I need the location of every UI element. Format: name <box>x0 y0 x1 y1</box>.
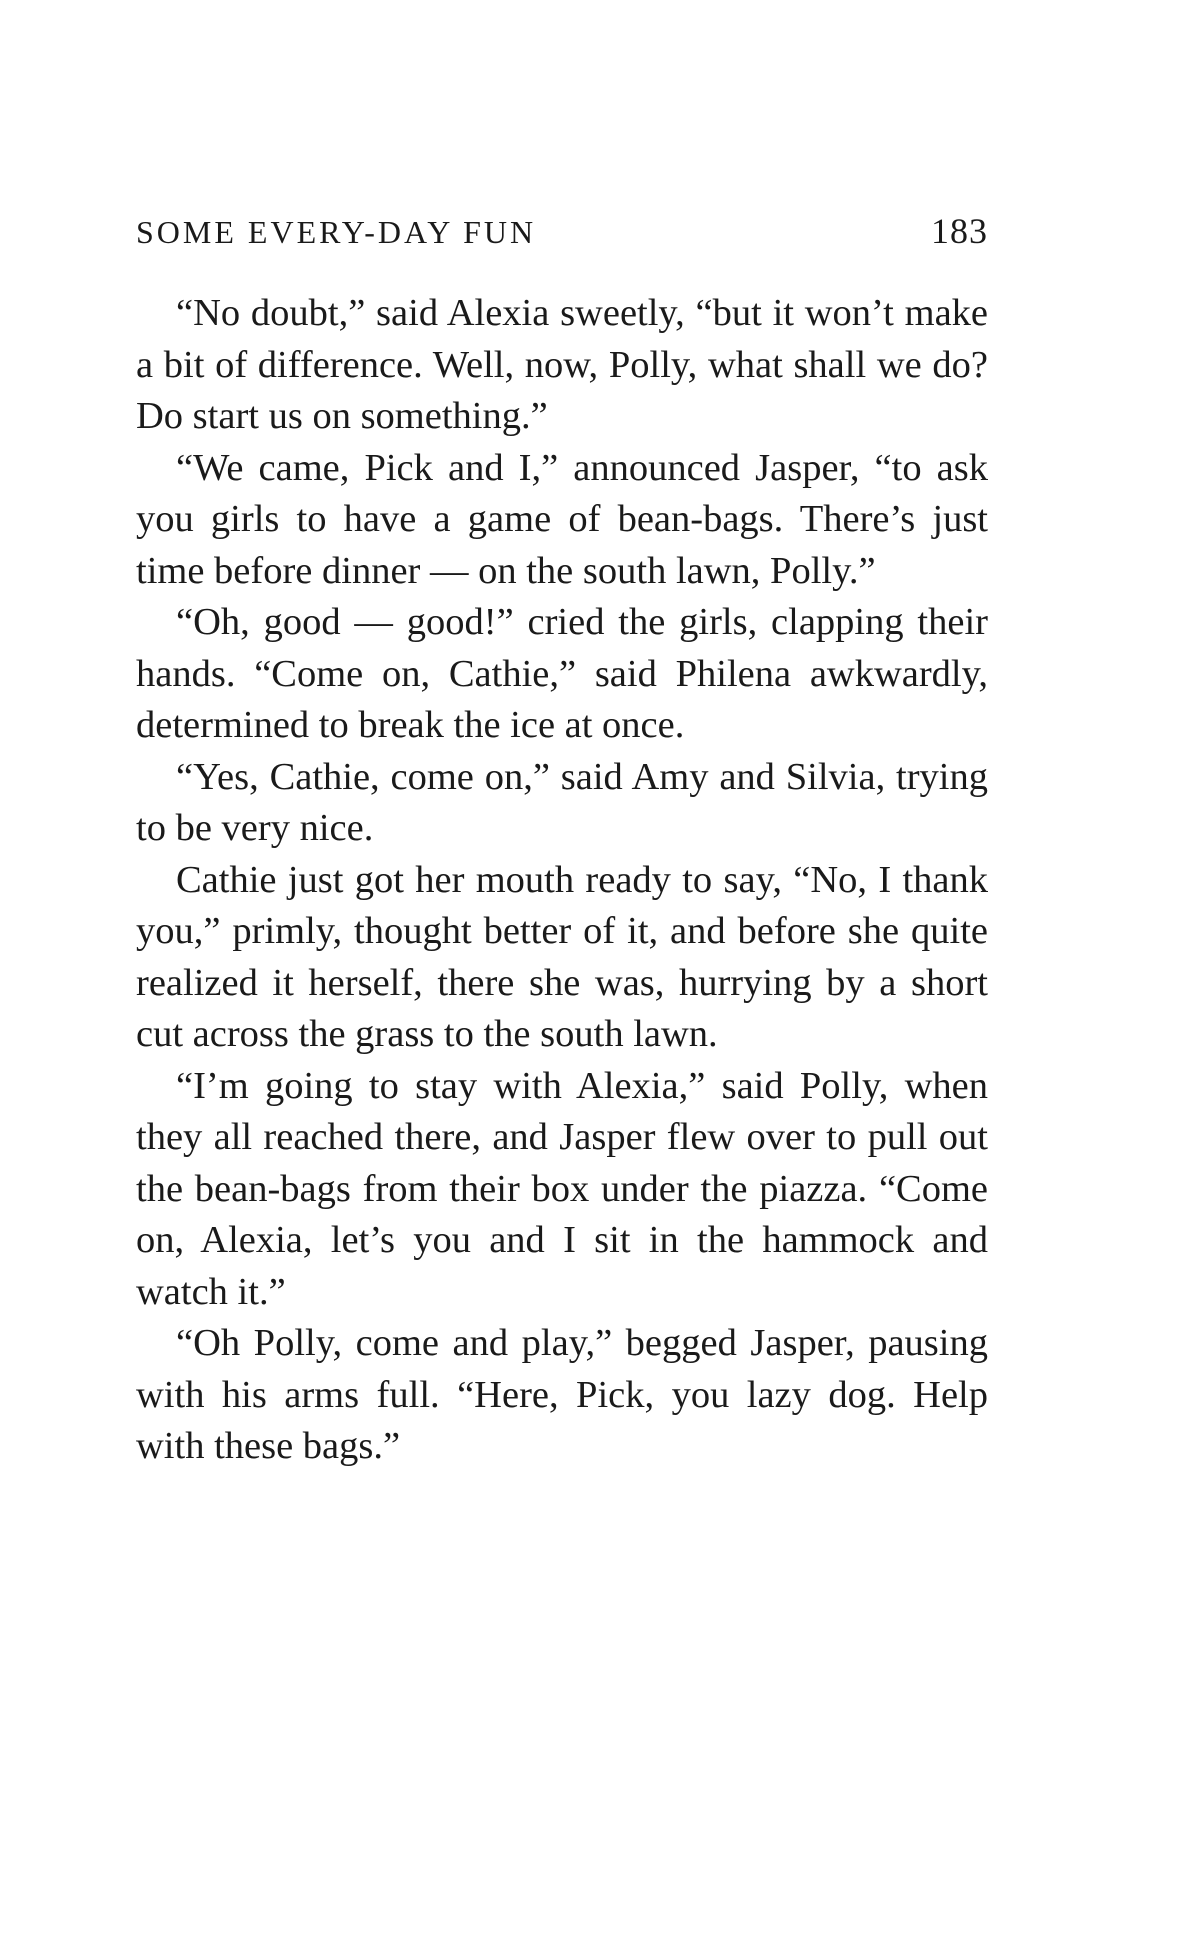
paragraph: “Oh, good — good!” cried the girls, clapping their hands. “Come on, Cathie,” said Philena awkwardly, determined to break the ice at once. <box>136 601 988 746</box>
running-title: SOME EVERY-DAY FUN <box>136 214 537 250</box>
paragraph: “We came, Pick and I,” announced Jasper, “to ask you girls to have a game of bean-bags. There’s just time before dinner — on the south lawn, Polly.” <box>136 446 988 592</box>
body-text <box>136 288 988 1473</box>
paragraph: “Oh Polly, come and play,” begged Jasper, pausing with his arms full. “Here, Pick, you lazy dog. Help with these bags.” <box>136 1322 988 1467</box>
running-head <box>136 210 988 268</box>
paragraph: Cathie just got her mouth ready to say, “No, I thank you,” primly, thought better of it, and before she quite realized it herself, there she was, hurrying by a short cut across the grass to the south lawn. <box>136 858 988 1055</box>
book-page <box>136 210 988 1473</box>
paragraph: “I’m going to stay with Alexia,” said Polly, when they all reached there, and Jasper flew over to pull out the bean-bags from their box under the piazza. “Come on, Alexia, let’s you and I sit in the hammock and watch it.” <box>136 1064 988 1313</box>
paragraph: “No doubt,” said Alexia sweetly, “but it won’t make a bit of difference. Well, now, Polly, what shall we do? Do start us on something.” <box>136 292 988 437</box>
page-number: 183 <box>931 211 988 251</box>
paragraph: “Yes, Cathie, come on,” said Amy and Silvia, trying to be very nice. <box>136 755 988 849</box>
